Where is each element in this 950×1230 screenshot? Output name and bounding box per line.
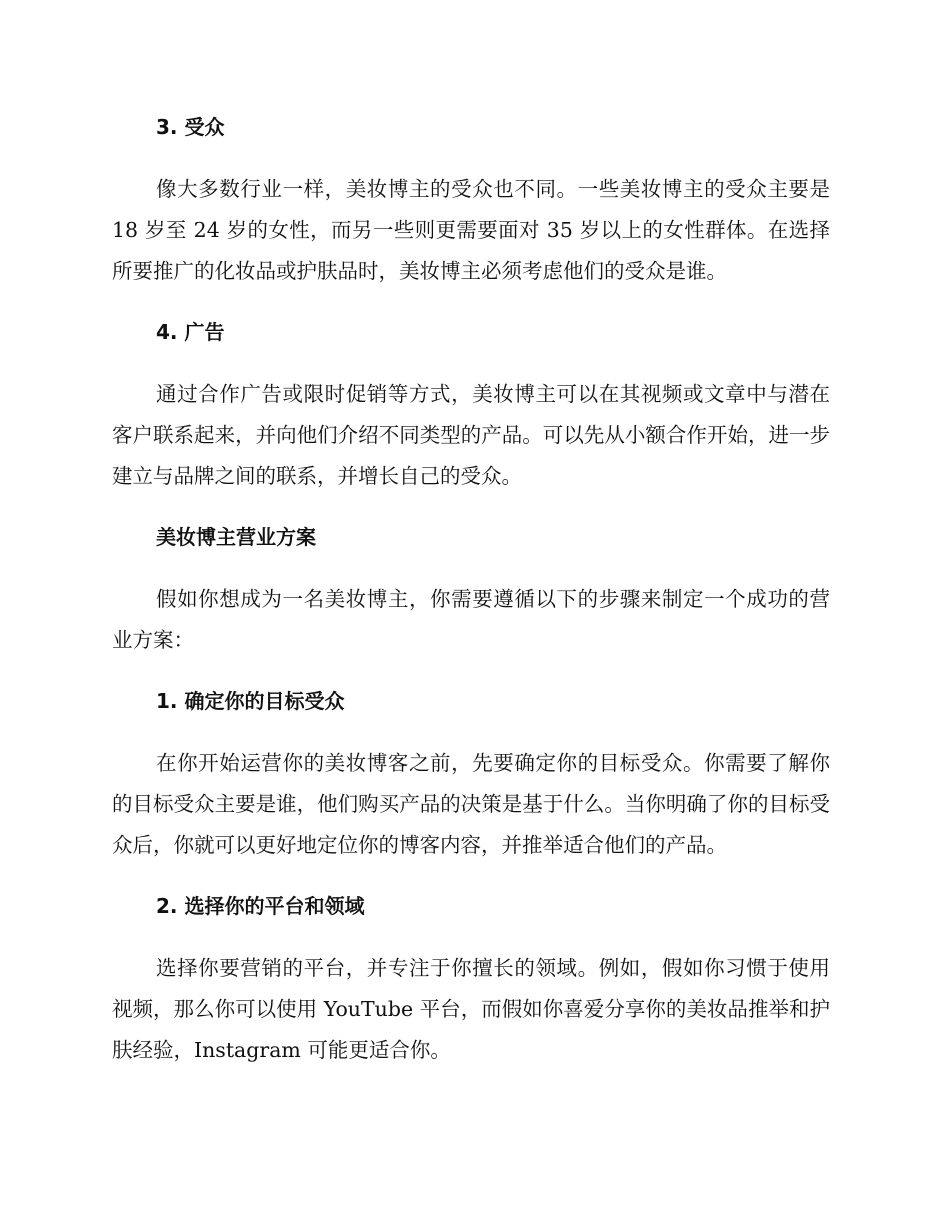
section-audience [112, 112, 830, 292]
section-paragraph: 假如你想成为一名美妆博主，你需要遵循以下的步骤来制定一个成功的营业方案： [112, 587, 830, 652]
section-platform [112, 891, 830, 1071]
section-heading: 美妆博主营业方案 [156, 525, 316, 549]
section-heading: 3. 受众 [156, 115, 225, 139]
section-heading: 4. 广告 [156, 320, 225, 344]
section-heading: 2. 选择你的平台和领域 [156, 894, 365, 918]
section-paragraph: 通过合作广告或限时促销等方式，美妆博主可以在其视频或文章中与潜在客户联系起来，并向他们介绍不同类型的产品。可以先从小额合作开始，进一步建立与品牌之间的联系，并增长自己的受众。 [112, 382, 830, 488]
section-heading: 1. 确定你的目标受众 [156, 689, 345, 713]
section-paragraph: 在你开始运营你的美妆博客之前，先要确定你的目标受众。你需要了解你的目标受众主要是谁，他们购买产品的决策是基于什么。当你明确了你的目标受众后，你就可以更好地定位你的博客内容，并推举适合他们的产品。 [112, 751, 830, 857]
section-target-audience [112, 686, 830, 866]
section-advertising [112, 317, 830, 497]
section-business-plan [112, 522, 830, 661]
section-paragraph: 选择你要营销的平台，并专注于你擅长的领域。例如，假如你习惯于使用视频，那么你可以使用 YouTube 平台，而假如你喜爱分享你的美妆品推举和护肤经验，Instagram 可能更适合你。 [112, 956, 830, 1062]
section-paragraph: 像大多数行业一样，美妆博主的受众也不同。一些美妆博主的受众主要是 18 岁至 24 岁的女性，而另一些则更需要面对 35 岁以上的女性群体。在选择所要推广的化妆品或护肤品时，美妆博主必须考虑他们的受众是谁。 [112, 177, 830, 283]
